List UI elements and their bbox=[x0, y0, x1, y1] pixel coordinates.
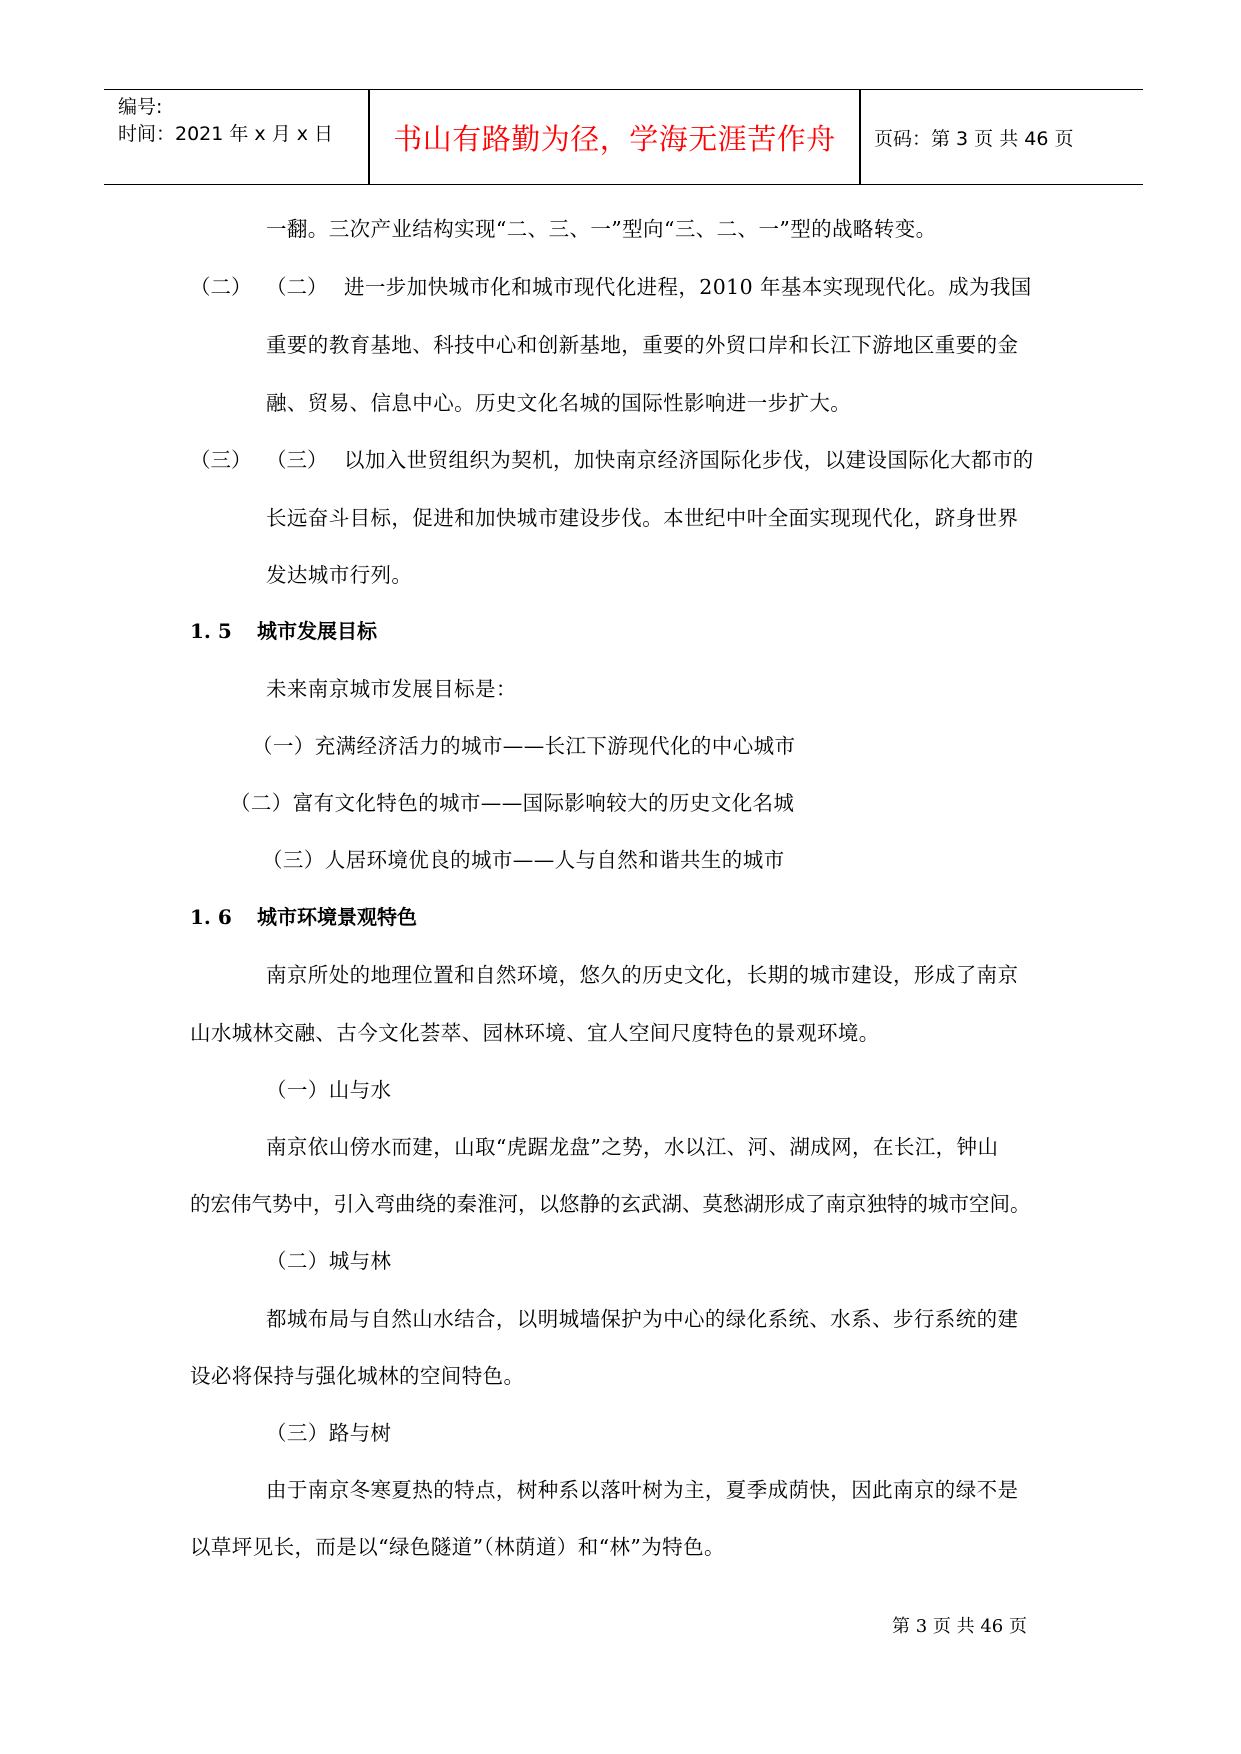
goal-item: （一）充满经济活力的城市——长江下游现代化的中心城市 bbox=[252, 734, 796, 758]
list-item-line: 发达城市行列。 bbox=[266, 563, 413, 587]
paragraph-line: 一翻。三次产业结构实现“二、三、一”型向“三、二、一”型的战略转变。 bbox=[266, 217, 937, 241]
section-heading bbox=[190, 901, 417, 930]
subheading: （二）城与林 bbox=[266, 1249, 392, 1273]
list-item-line: 进一步加快城市化和城市现代化进程，2010 年基本实现现代化。成为我国 bbox=[344, 275, 1032, 299]
document-time-label: 时间：2021 年 x 月 x 日 bbox=[118, 123, 334, 145]
paragraph-line: 未来南京城市发展目标是： bbox=[266, 677, 517, 701]
list-item-line: 融、贸易、信息中心。历史文化名城的国际性影响进一步扩大。 bbox=[266, 391, 852, 415]
section-title: 城市环境景观特色 bbox=[257, 905, 417, 929]
list-number: （二） bbox=[190, 275, 252, 299]
goal-item: （二）富有文化特色的城市——国际影响较大的历史文化名城 bbox=[230, 791, 795, 815]
section-number: 1. 5 bbox=[190, 619, 232, 643]
subheading: （一）山与水 bbox=[266, 1078, 392, 1102]
list-number: （三） bbox=[190, 448, 252, 472]
header-page-indicator: 页码：第 3 页 共 46 页 bbox=[874, 127, 1074, 150]
list-item-line: 长远奋斗目标，促进和加快城市建设步伐。本世纪中叶全面实现现代化，跻身世界 bbox=[266, 506, 1019, 530]
list-item-line: 以加入世贸组织为契机，加快南京经济国际化步伐，以建设国际化大都市的 bbox=[344, 448, 1034, 472]
header-meta bbox=[118, 94, 333, 148]
paragraph-line: 的宏伟气势中，引入弯曲绕的秦淮河，以悠静的玄武湖、莫愁湖形成了南京独特的城市空间。 bbox=[190, 1192, 1031, 1216]
page-header bbox=[104, 89, 1143, 185]
paragraph-line: 以草坪见长，而是以“绿色隧道”（林荫道）和“林”为特色。 bbox=[190, 1535, 725, 1559]
list-number: （三） bbox=[266, 448, 328, 472]
paragraph-line: 都城布局与自然山水结合，以明城墙保护为中心的绿化系统、水系、步行系统的建 bbox=[266, 1307, 1019, 1331]
paragraph-line: 南京依山傍水而建，山取“虎踞龙盘”之势，水以江、河、湖成网，在长江，钟山 bbox=[266, 1135, 999, 1159]
paragraph-line: 由于南京冬寒夏热的特点，树种系以落叶树为主，夏季成荫快，因此南京的绿不是 bbox=[266, 1478, 1019, 1502]
goal-item: （三）人居环境优良的城市——人与自然和谐共生的城市 bbox=[262, 848, 785, 872]
subheading: （三）路与树 bbox=[266, 1421, 392, 1445]
section-title: 城市发展目标 bbox=[257, 619, 377, 643]
section-heading bbox=[190, 615, 377, 644]
header-divider bbox=[859, 90, 861, 184]
list-number: （二） bbox=[266, 275, 328, 299]
section-number: 1. 6 bbox=[190, 905, 232, 929]
document-number-label: 编号: bbox=[118, 96, 163, 118]
list-item-line: 重要的教育基地、科技中心和创新基地，重要的外贸口岸和长江下游地区重要的金 bbox=[266, 333, 1019, 357]
paragraph-line: 南京所处的地理位置和自然环境，悠久的历史文化，长期的城市建设，形成了南京 bbox=[266, 963, 1019, 987]
paragraph-line: 设必将保持与强化城林的空间特色。 bbox=[190, 1364, 525, 1388]
header-motto: 书山有路勤为径，学海无涯苦作舟 bbox=[393, 121, 836, 156]
page-footer: 第 3 页 共 46 页 bbox=[892, 1616, 1027, 1637]
paragraph-line: 山水城林交融、古今文化荟萃、园林环境、宜人空间尺度特色的景观环境。 bbox=[190, 1021, 880, 1045]
